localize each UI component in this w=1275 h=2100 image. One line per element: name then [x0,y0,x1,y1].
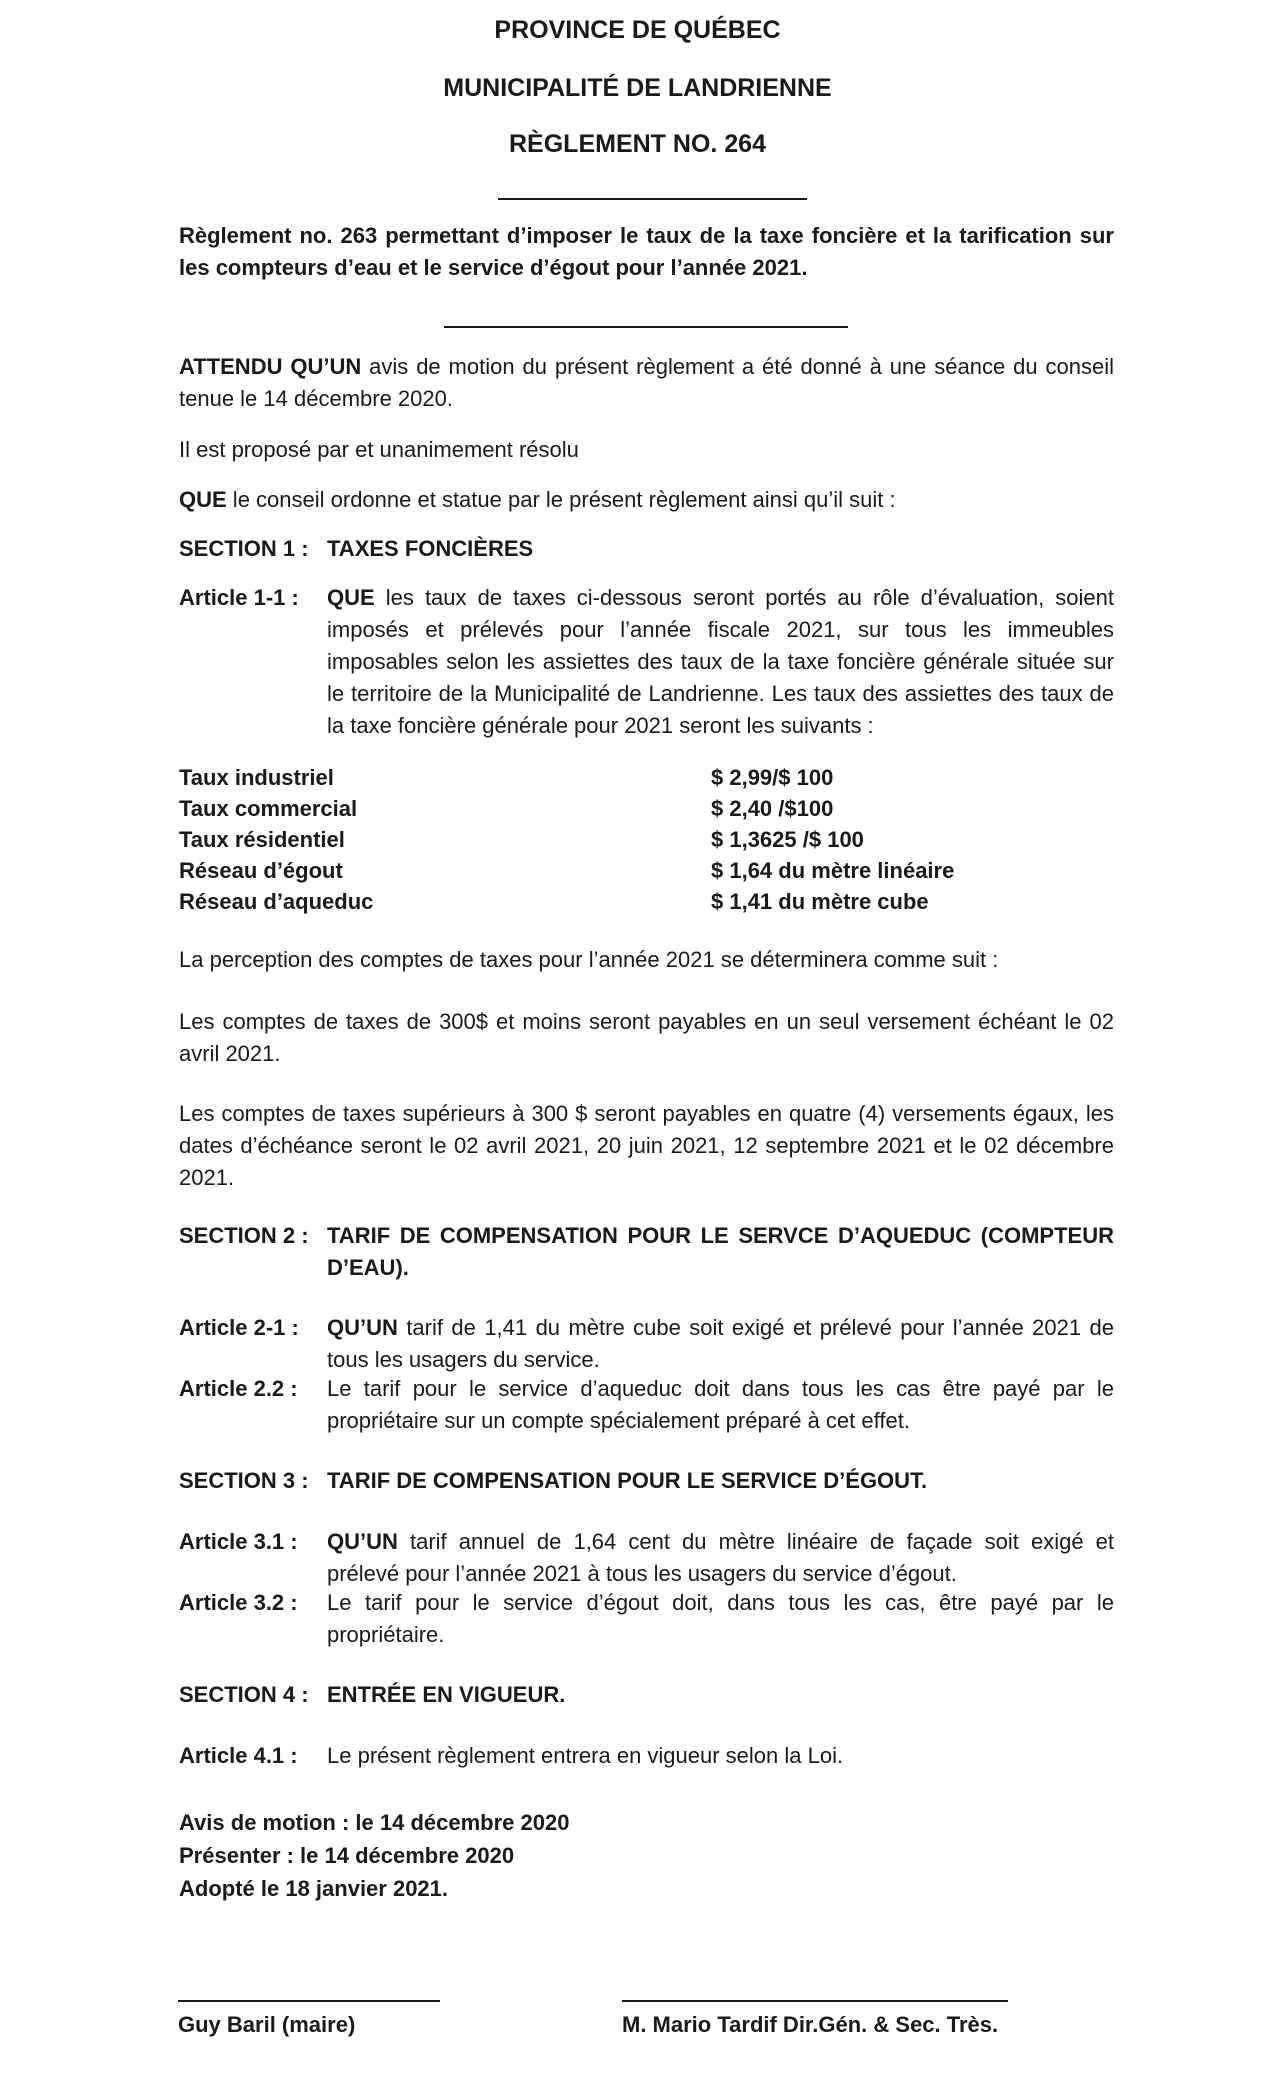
rate-name: Taux commercial [179,796,358,821]
article-1-1 [179,582,1114,742]
motion-date: Avis de motion : le 14 décembre 2020 [179,1810,570,1835]
section-1-title: TAXES FONCIÈRES [327,536,534,561]
rate-name: Taux industriel [179,765,334,790]
article-1-1-label: Article 1-1 : [179,585,299,610]
rate-value: $ 1,41 du mètre cube [711,889,929,914]
section-4-heading [179,1679,1114,1711]
article-2-1-lead: QU’UN [327,1315,398,1340]
article-3-2 [179,1587,1114,1651]
article-2-2-text: Le tarif pour le service d’aqueduc doit dans tous les cas être payé par le propriétaire sur un compte spécialement préparé à cet effet. [327,1376,1114,1433]
regulation-title: Règlement no. 263 permettant d’imposer le taux de la taxe foncière et la tarification sur les compteurs d’eau et le service d’égout pour l’année 2021. [179,223,1114,280]
article-1-1-text [327,582,1114,742]
municipality-heading: MUNICIPALITÉ DE LANDRIENNE [443,74,832,102]
que-lead: QUE [179,487,227,512]
director-signature-line [622,2000,1008,2002]
article-4-1 [179,1740,1114,1772]
article-3-1-body: tarif annuel de 1,64 cent du mètre linéaire de façade soit exigé et prélevé pour l’année 2021 à tous les usagers du service d’égout. [327,1529,1114,1586]
adoption-date: Adopté le 18 janvier 2021. [179,1876,449,1901]
article-2-2-label: Article 2.2 : [179,1376,298,1401]
article-3-1-text [327,1526,1114,1590]
mayor-signature-line [178,2000,440,2002]
section-4-title: ENTRÉE EN VIGUEUR. [327,1682,566,1707]
que-text: le conseil ordonne et statue par le présent règlement ainsi qu’il suit : [226,487,896,512]
section-2-title: TARIF DE COMPENSATION POUR LE SERVCE D’AQUEDUC (COMPTEUR D’EAU). [327,1223,1114,1280]
rate-value: $ 2,99/$ 100 [711,765,834,790]
article-2-2 [179,1373,1114,1437]
director-name: M. Mario Tardif Dir.Gén. & Sec. Très. [622,2012,999,2037]
rate-row [179,793,1114,824]
article-3-2-label: Article 3.2 : [179,1590,298,1615]
article-4-1-label: Article 4.1 : [179,1743,298,1768]
small-accounts-paragraph: Les comptes de taxes de 300$ et moins seront payables en un seul versement échéant le 02 avril 2021. [179,1009,1114,1066]
section-1-heading [179,533,1114,565]
province-heading: PROVINCE DE QUÉBEC [494,16,781,44]
article-3-1-lead: QU’UN [327,1529,398,1554]
article-2-1 [179,1312,1114,1376]
rate-name: Taux résidentiel [179,827,345,852]
section-3-label: SECTION 3 : [179,1468,309,1493]
attendu-paragraph [179,351,1114,415]
rate-value: $ 2,40 /$100 [711,796,834,821]
rate-value: $ 1,3625 /$ 100 [711,827,864,852]
section-3-heading [179,1465,1114,1497]
article-3-1 [179,1526,1114,1590]
tax-rates-list [179,762,1114,917]
title-divider [444,326,848,328]
rate-row [179,824,1114,855]
rate-name: Réseau d’égout [179,858,343,883]
article-3-1-label: Article 3.1 : [179,1529,298,1554]
section-1-label: SECTION 1 : [179,536,309,561]
section-4-label: SECTION 4 : [179,1682,309,1707]
article-2-1-body: tarif de 1,41 du mètre cube soit exigé et prélevé pour l’année 2021 de tous les usagers du service. [327,1315,1114,1372]
dates-block [179,1806,1114,1905]
article-4-1-text: Le présent règlement entrera en vigueur selon la Loi. [327,1743,844,1768]
proposal-line: Il est proposé par et unanimement résolu [179,437,579,462]
perception-line: La perception des comptes de taxes pour l’année 2021 se déterminera comme suit : [179,947,999,972]
attendu-lead: ATTENDU QU’UN [179,354,362,379]
rate-row [179,762,1114,793]
header-divider [498,198,807,200]
mayor-name: Guy Baril (maire) [178,2012,356,2037]
rate-name: Réseau d’aqueduc [179,889,374,914]
section-2-label: SECTION 2 : [179,1223,309,1248]
attendu-text: avis de motion du présent règlement a été donné à une séance du conseil tenue le 14 décembre 2020. [179,354,1114,411]
article-3-2-text: Le tarif pour le service d’égout doit, dans tous les cas, être payé par le propriétaire. [327,1590,1114,1647]
large-accounts-paragraph: Les comptes de taxes supérieurs à 300 $ seront payables en quatre (4) versements égaux, les dates d’échéance seront le 02 avril 2021, 20 juin 2021, 12 septembre 2021 et le 02 décembre 2021. [179,1101,1114,1190]
article-1-1-lead: QUE [327,585,375,610]
rate-row [179,855,1114,886]
que-paragraph [179,484,1114,516]
article-2-1-label: Article 2-1 : [179,1315,299,1340]
section-2-heading [179,1220,1114,1284]
article-1-1-body: les taux de taxes ci-dessous seront portés au rôle d’évaluation, soient imposés et prélevés pour l’année fiscale 2021, sur tous les immeubles imposables selon les assiettes des taux de la taxe foncière générale située sur le territoire de la Municipalité de Landrienne. Les taux des assiettes des taux de la taxe foncière générale pour 2021 seront les suivants : [327,585,1114,738]
regulation-number: RÈGLEMENT NO. 264 [509,130,766,158]
rate-value: $ 1,64 du mètre linéaire [711,858,955,883]
section-3-title: TARIF DE COMPENSATION POUR LE SERVICE D’ÉGOUT. [327,1468,928,1493]
article-2-1-text [327,1312,1114,1376]
rate-row [179,886,1114,917]
presentation-date: Présenter : le 14 décembre 2020 [179,1843,515,1868]
